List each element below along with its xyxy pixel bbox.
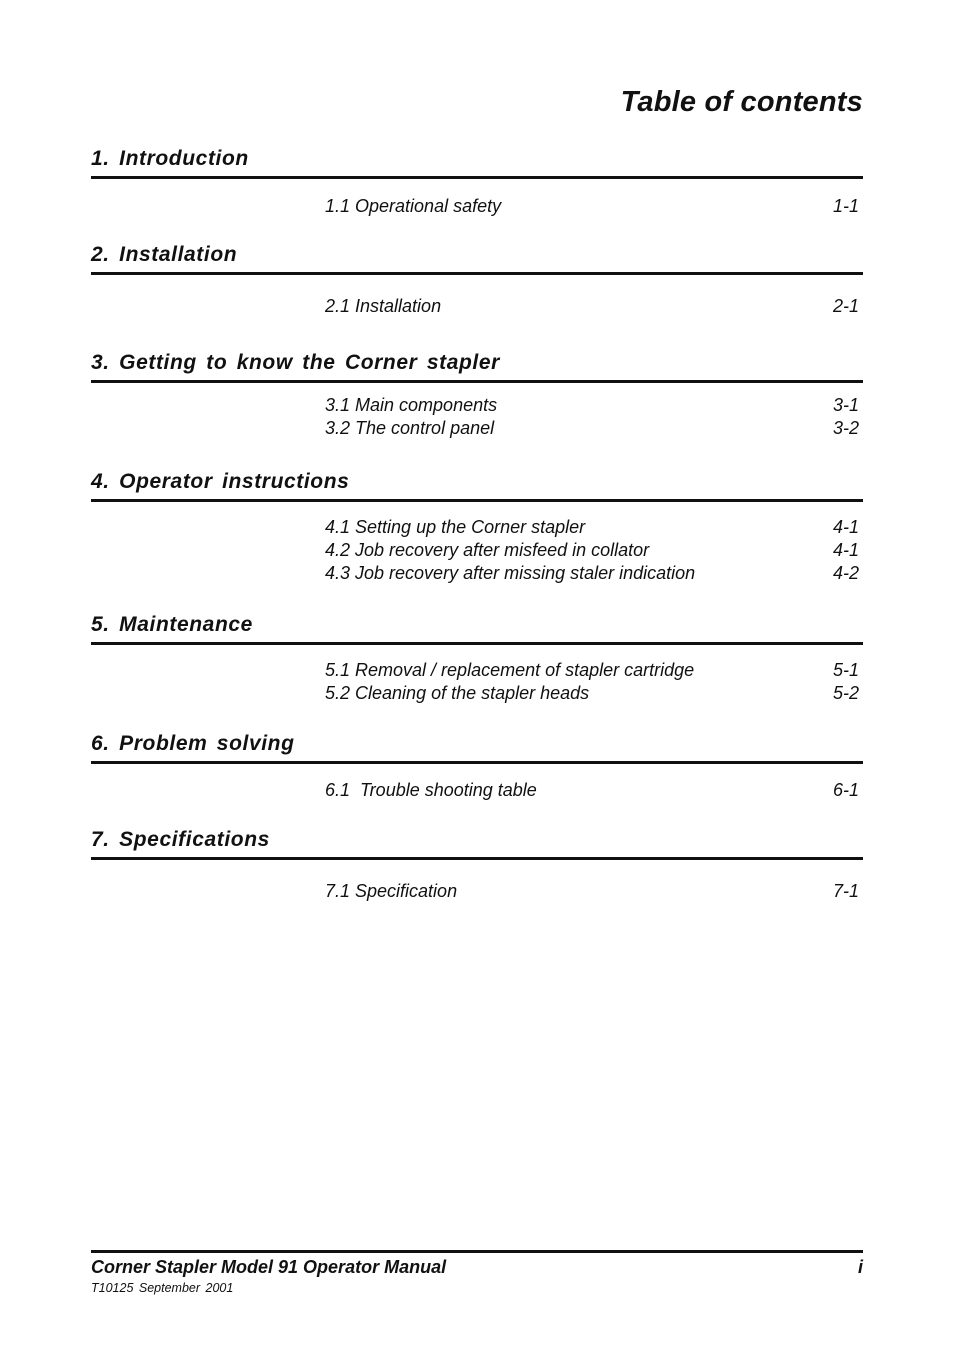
toc-entry-page: 5-2: [832, 683, 859, 703]
toc-entry-page: 4-1: [832, 517, 859, 537]
section-divider: [91, 857, 863, 860]
toc-section-problem-solving: [91, 729, 863, 802]
toc-entry-label: 4.2 Job recovery after misfeed in collator: [325, 540, 650, 560]
toc-entry-label: 5.1 Removal / replacement of stapler cartridge: [325, 660, 695, 680]
page-footer: [91, 1250, 863, 1295]
toc-section-getting-to-know: [91, 348, 863, 440]
toc-entry[interactable]: [91, 539, 863, 562]
section-divider: [91, 176, 863, 179]
toc-entry-page: 3-2: [832, 418, 859, 438]
toc-entry-label: 4.3 Job recovery after missing staler indication: [325, 563, 696, 583]
footer-document-id: T10125 September 2001: [91, 1281, 234, 1295]
toc-section-operator-instructions: [91, 467, 863, 585]
toc-entry[interactable]: [91, 516, 863, 539]
toc-entry[interactable]: [91, 195, 863, 218]
section-heading: 5. Maintenance: [91, 613, 253, 636]
section-divider: [91, 642, 863, 645]
toc-section-introduction: [91, 144, 863, 218]
toc-entry[interactable]: [91, 880, 863, 903]
toc-entry-label: 7.1 Specification: [325, 881, 458, 901]
toc-entry-label: 4.1 Setting up the Corner stapler: [325, 517, 586, 537]
toc-entry-label: 3.2 The control panel: [325, 418, 495, 438]
toc-entry[interactable]: [91, 417, 863, 440]
footer-manual-title: Corner Stapler Model 91 Operator Manual: [91, 1257, 447, 1277]
page-title: Table of contents: [620, 86, 863, 118]
toc-entry-label: 2.1 Installation: [325, 296, 442, 316]
section-heading: 3. Getting to know the Corner stapler: [91, 351, 500, 374]
section-divider: [91, 380, 863, 383]
toc-entry[interactable]: [91, 295, 863, 318]
toc-section-installation: [91, 240, 863, 318]
toc-entry[interactable]: [91, 779, 863, 802]
toc-entry-label: 3.1 Main components: [325, 395, 498, 415]
section-divider: [91, 499, 863, 502]
toc-entry-page: 4-1: [832, 540, 859, 560]
toc-entry[interactable]: [91, 562, 863, 585]
toc-section-specifications: [91, 825, 863, 903]
section-divider: [91, 761, 863, 764]
toc-entry-page: 7-1: [832, 881, 859, 901]
toc-entry[interactable]: [91, 394, 863, 417]
footer-page-number: i: [857, 1257, 863, 1277]
toc-entry-page: 2-1: [832, 296, 859, 316]
toc-entry-label: 1.1 Operational safety: [325, 196, 502, 216]
toc-entry-page: 6-1: [832, 780, 859, 800]
section-heading: 7. Specifications: [91, 828, 270, 851]
toc-entry-page: 5-1: [832, 660, 859, 680]
toc-entry-label: 5.2 Cleaning of the stapler heads: [325, 683, 590, 703]
section-heading: 4. Operator instructions: [91, 470, 350, 493]
toc-entry[interactable]: [91, 659, 863, 682]
toc-entry[interactable]: [91, 682, 863, 705]
toc-entry-label: 6.1 Trouble shooting table: [325, 780, 537, 800]
section-heading: 2. Installation: [91, 243, 238, 266]
section-heading: 1. Introduction: [91, 147, 249, 170]
footer-divider: [91, 1250, 863, 1253]
toc-entry-page: 1-1: [832, 196, 859, 216]
toc-entry-page: 4-2: [832, 563, 859, 583]
toc-section-maintenance: [91, 610, 863, 705]
section-divider: [91, 272, 863, 275]
toc-entry-page: 3-1: [832, 395, 859, 415]
section-heading: 6. Problem solving: [91, 732, 295, 755]
